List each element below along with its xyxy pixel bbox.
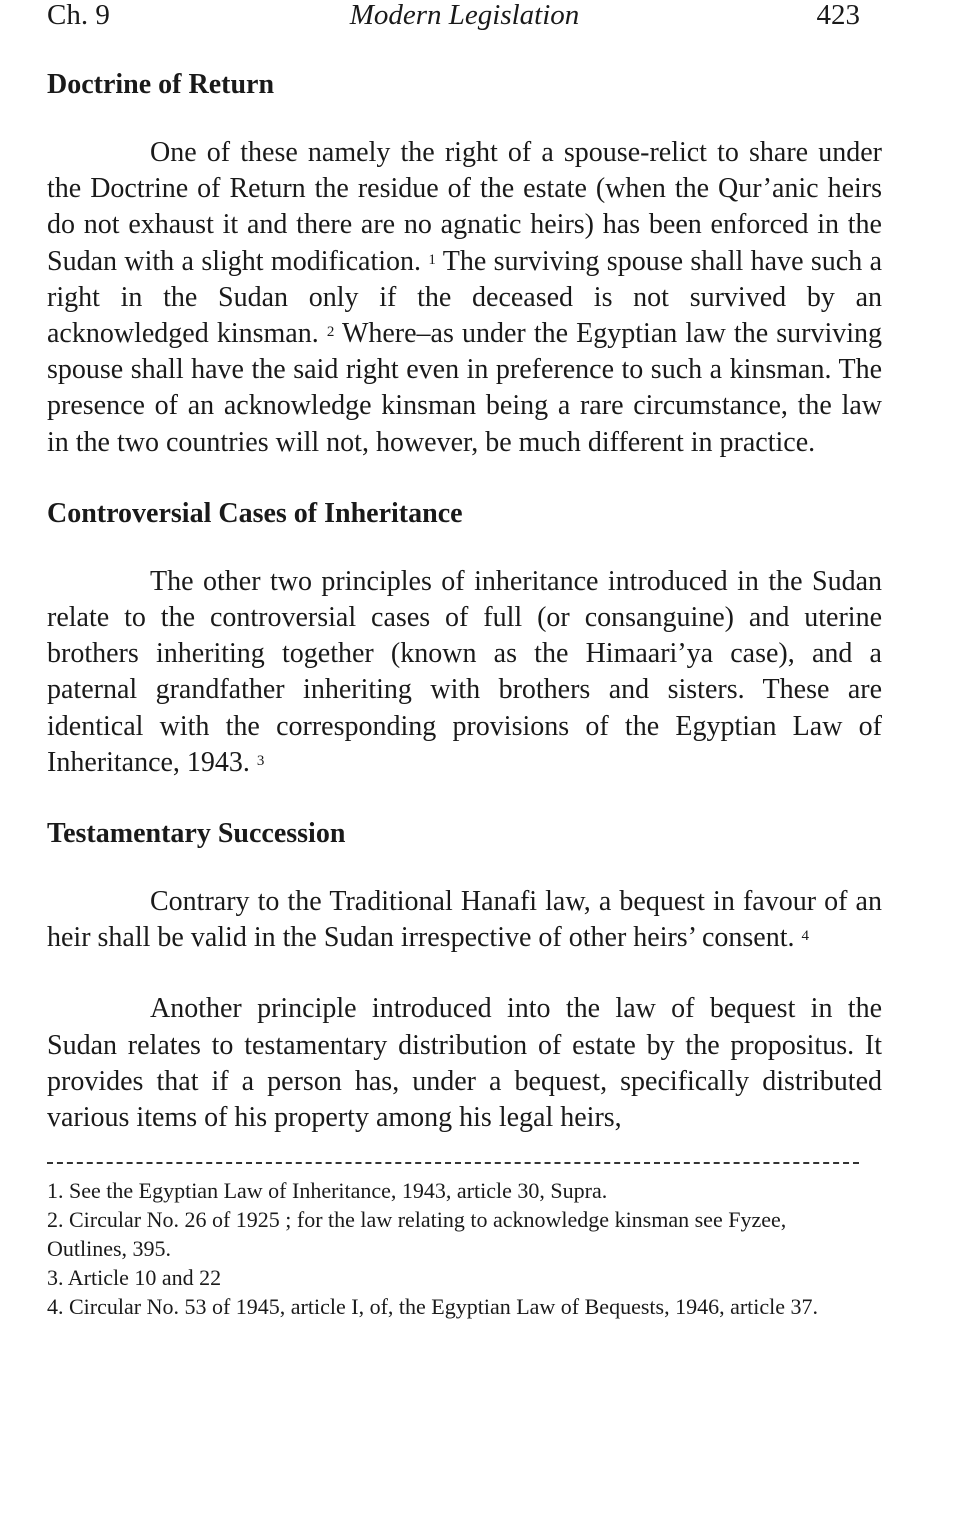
book-page [47, 0, 882, 1321]
footnote-divider [47, 1162, 859, 1164]
paragraph-text: Where–as under the Egyptian law the surviving spouse shall have the said right even in preference to such a kinsman. The presence of an acknowledge kinsman being a rare circumstance, the law in the two countries will not, however, be much different in practice. [47, 318, 883, 458]
footnote-2: 2. Circular No. 26 of 1925 ; for the law relating to acknowledge kinsman see Fyzee, Outlines, 395. [47, 1207, 787, 1262]
paragraph-doctrine-of-return [47, 135, 882, 461]
paragraph-text: Another principle introduced into the law of bequest in the Sudan relates to testamentary distribution of estate by the propositus. It provides that if a person has, under a bequest, specifically distributed various items of his property among his legal heirs, [47, 993, 882, 1134]
running-head [47, 0, 882, 33]
running-title: Modern Legislation [349, 0, 580, 31]
footnote-ref-4[interactable]: 4 [801, 928, 809, 945]
paragraph-text: Contrary to the Traditional Hanafi law, a bequest in favour of an heir shall be valid in the Sudan irrespective of other heirs’ consent. [47, 886, 882, 954]
paragraph-text: The surviving spouse shall have such a right in the Sudan only if the deceased is not survived by an acknowledged kinsman. [47, 245, 882, 350]
chapter-label: Ch. 9 [47, 0, 110, 31]
section-heading-doctrine-of-return: Doctrine of Return [47, 69, 275, 100]
paragraph-controversial-cases [47, 564, 882, 781]
footnote-1: 1. See the Egyptian Law of Inheritance, 1943, article 30, Supra. [47, 1178, 608, 1204]
paragraph-text: One of these namely the right of a spouse-relict to share under the Doctrine of Return the residue of the estate (when the Qur’anic heirs do not exhaust it and there are no agnatic heirs) has been enforced in the Sudan with a slight modification. [47, 137, 882, 277]
paragraph-bequest-to-heir [47, 884, 882, 956]
section-heading-testamentary-succession: Testamentary Succession [47, 818, 346, 850]
footnote-ref-3[interactable]: 3 [256, 752, 265, 769]
page-number: 423 [816, 0, 860, 31]
footnote-4: 4. Circular No. 53 of 1945, article I, of, the Egyptian Law of Bequests, 1946, article 37. [47, 1294, 819, 1320]
footnote-ref-1[interactable]: 1 [428, 251, 436, 268]
paragraph-testamentary-distribution [47, 991, 882, 1136]
footnote-ref-2[interactable]: 2 [326, 324, 335, 341]
footnote-3: 3. Article 10 and 22 [47, 1265, 222, 1291]
section-heading-controversial-cases: Controversial Cases of Inheritance [47, 497, 463, 529]
paragraph-text: The other two principles of inheritance introduced in the Sudan relate to the controversial cases of full (or consanguine) and uterine brothers inheriting together (known as the Himaari’ya case), and a paternal grandfather inheriting with brothers and sisters. These are identical with the corresponding provisions of the Egyptian Law of Inheritance, 1943. [47, 565, 882, 778]
footnotes [47, 1176, 869, 1321]
